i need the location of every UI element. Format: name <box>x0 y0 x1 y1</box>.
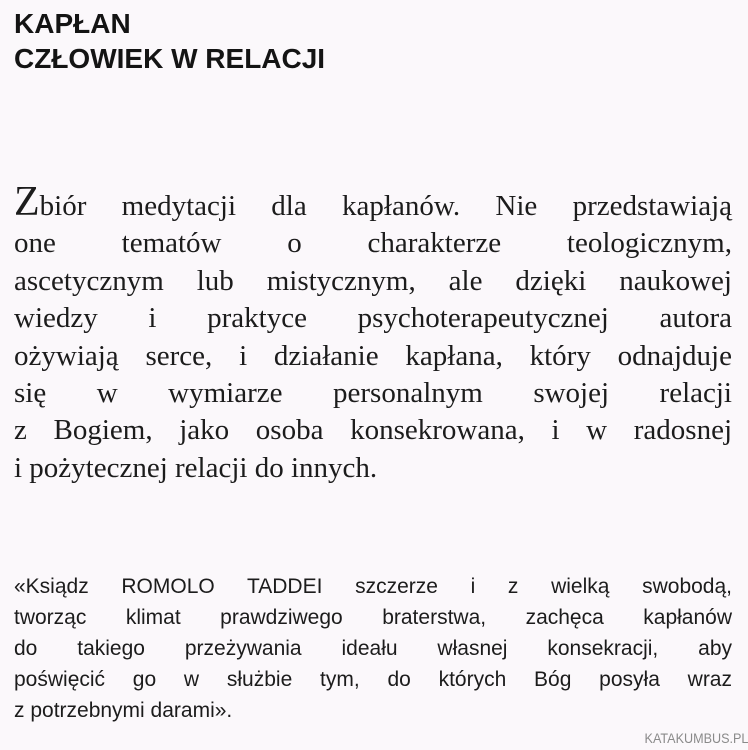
description-line: się w wymiarze personalnym swojej relacji <box>14 377 732 410</box>
description-line: wiedzy i praktyce psychoterapeutycznej autora <box>14 302 732 335</box>
quote-line: «Ksiądz ROMOLO TADDEI szczerze i z wielką swobodą, <box>14 575 732 598</box>
description-line: i pożytecznej relacji do innych. <box>14 451 378 484</box>
description-line: ascetycznym lub mistycznym, ale dzięki naukowej <box>14 264 732 297</box>
quote-line: tworząc klimat prawdziwego braterstwa, zachęca kapłanów <box>14 606 732 629</box>
watermark: KATAKUMBUS.PL <box>644 730 748 746</box>
description-line: z Bogiem, jako osoba konsekrowana, i w radosnej <box>14 414 732 447</box>
description-line: Zbiór medytacji dla kapłanów. Nie przedstawiają <box>14 179 732 225</box>
quote-line: do takiego przeżywania ideału własnej konsekracji, aby <box>14 637 732 660</box>
description-line: one tematów o charakterze teologicznym, <box>14 227 732 260</box>
book-title <box>14 6 325 76</box>
book-title-line-2: CZŁOWIEK W RELACJI <box>14 43 326 74</box>
quote-line: z potrzebnymi darami». <box>14 699 233 722</box>
description-line: ożywiają serce, i działanie kapłana, który odnajduje <box>14 339 732 372</box>
book-title-line-1: KAPŁAN <box>14 8 131 39</box>
drop-cap: Z <box>14 179 40 225</box>
quote-line: poświęcić go w służbie tym, do których Bóg posyła wraz <box>14 668 732 691</box>
description-paragraph <box>14 181 732 487</box>
endorsement-quote <box>14 571 732 726</box>
